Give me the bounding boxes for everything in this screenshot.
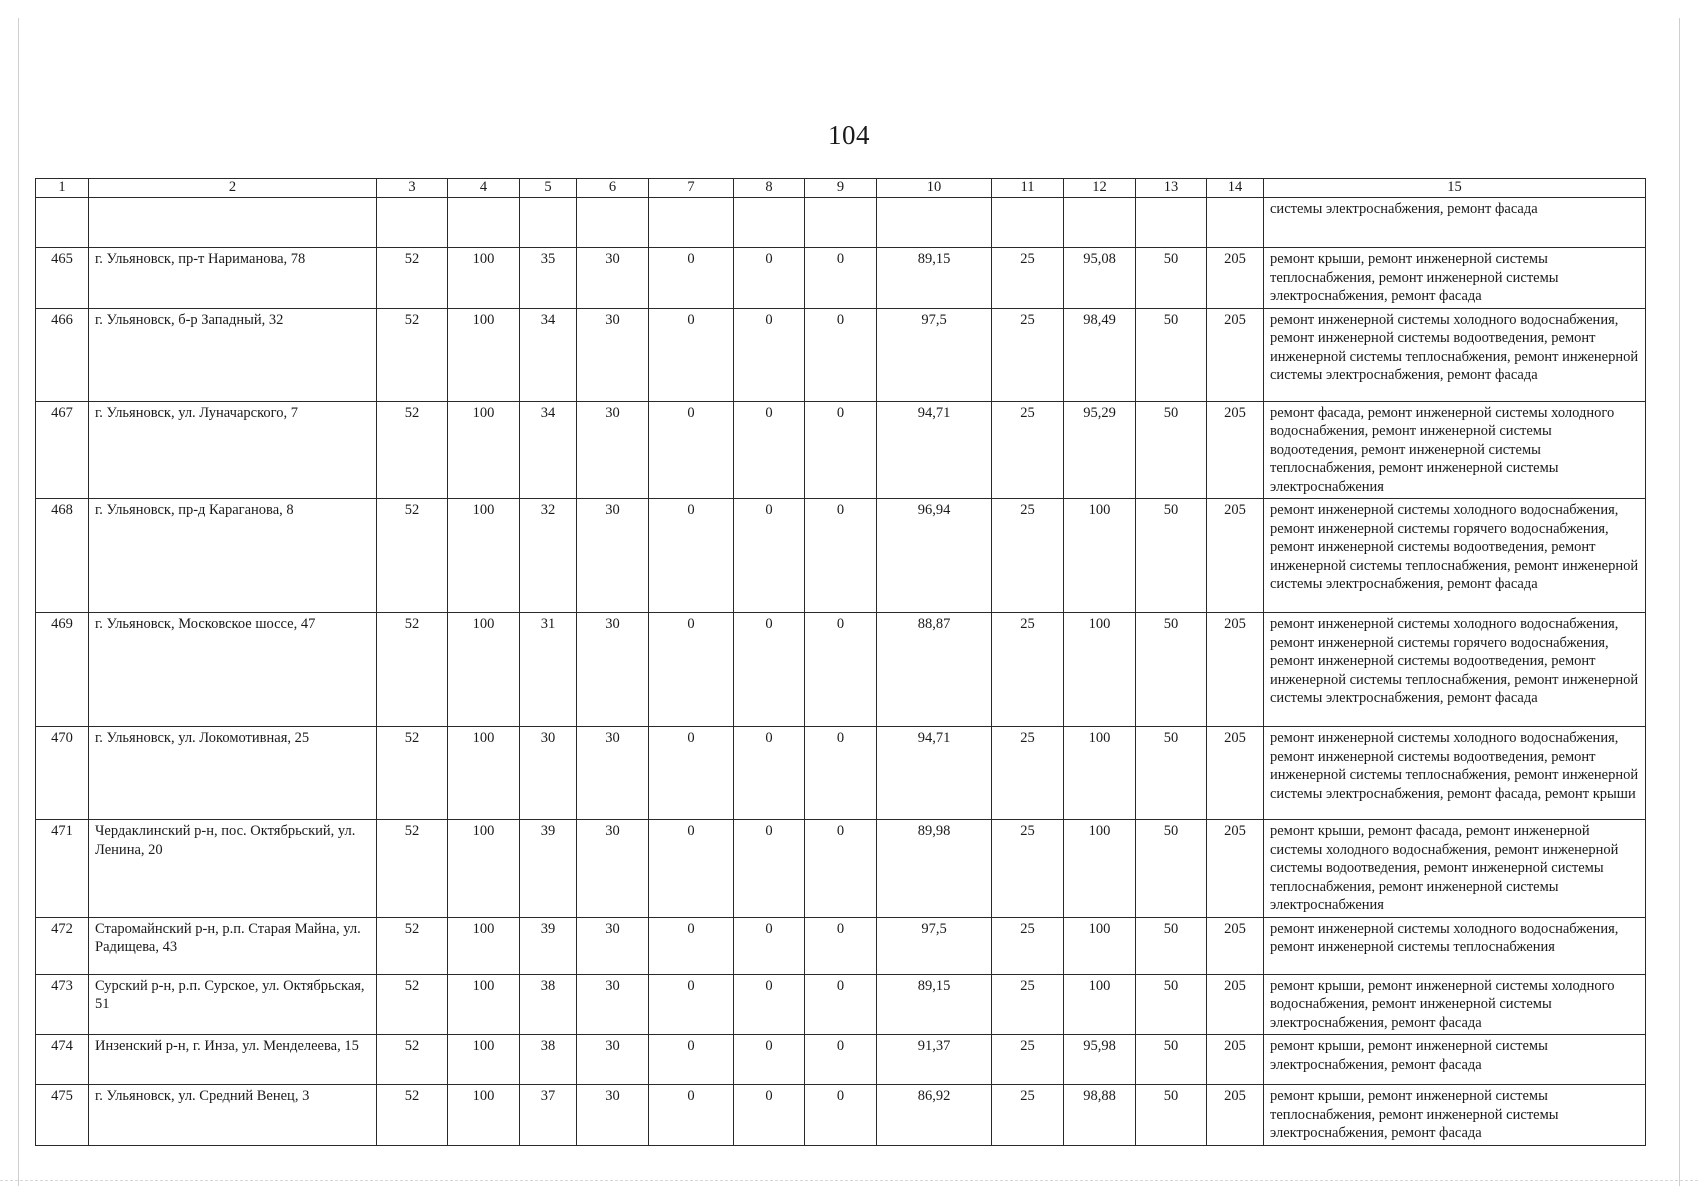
value-cell-9: 0: [805, 613, 877, 727]
value-cell-12: 100: [1064, 499, 1136, 613]
value-cell-9: 0: [805, 917, 877, 974]
value-cell-11: 25: [992, 308, 1064, 401]
value-cell-10: 96,94: [877, 499, 992, 613]
value-cell-5: 34: [520, 401, 577, 499]
value-cell-14: 205: [1207, 613, 1264, 727]
value-cell-6: 30: [577, 1085, 649, 1146]
value-cell-6: 30: [577, 917, 649, 974]
table-row: [36, 974, 1646, 1035]
value-cell-7: 0: [649, 308, 734, 401]
value-cell-9: 0: [805, 401, 877, 499]
value-cell-12: 95,08: [1064, 248, 1136, 309]
value-cell-4: 100: [448, 613, 520, 727]
value-cell-9: 0: [805, 308, 877, 401]
continuation-works: системы электроснабжения, ремонт фасада: [1264, 198, 1646, 248]
value-cell-13: 50: [1136, 974, 1207, 1035]
value-cell-4: 100: [448, 401, 520, 499]
col-header-1: 1: [36, 179, 89, 198]
address-cell: Чердаклинский р-н, пос. Октябрьский, ул. Ленина, 20: [89, 820, 377, 918]
value-cell-10: 97,5: [877, 917, 992, 974]
table-row: [36, 613, 1646, 727]
value-cell-4: 100: [448, 1085, 520, 1146]
scan-edge: [0, 1180, 1698, 1182]
value-cell-10: 97,5: [877, 308, 992, 401]
value-cell-13: 50: [1136, 308, 1207, 401]
value-cell-7: 0: [649, 1085, 734, 1146]
value-cell-9: 0: [805, 820, 877, 918]
works-cell: ремонт крыши, ремонт инженерной системы электроснабжения, ремонт фасада: [1264, 1035, 1646, 1085]
value-cell-13: 50: [1136, 401, 1207, 499]
value-cell-13: 50: [1136, 1085, 1207, 1146]
value-cell-14: 205: [1207, 401, 1264, 499]
value-cell-7: 0: [649, 820, 734, 918]
value-cell-10: 89,15: [877, 248, 992, 309]
works-cell: ремонт крыши, ремонт инженерной системы теплоснабжения, ремонт инженерной системы электроснабжения, ремонт фасада: [1264, 248, 1646, 309]
row-number: 468: [36, 499, 89, 613]
value-cell-8: 0: [734, 308, 805, 401]
row-number: 472: [36, 917, 89, 974]
value-cell-11: 25: [992, 248, 1064, 309]
value-cell-3: 52: [377, 308, 448, 401]
value-cell-6: 30: [577, 248, 649, 309]
value-cell-14: 205: [1207, 1035, 1264, 1085]
address-cell: г. Ульяновск, пр-д Караганова, 8: [89, 499, 377, 613]
col-header-12: 12: [1064, 179, 1136, 198]
value-cell-6: 30: [577, 820, 649, 918]
value-cell-13: 50: [1136, 1035, 1207, 1085]
col-header-10: 10: [877, 179, 992, 198]
value-cell-9: 0: [805, 727, 877, 820]
row-number: 473: [36, 974, 89, 1035]
table-row: [36, 1035, 1646, 1085]
value-cell-11: 25: [992, 917, 1064, 974]
value-cell-4: 100: [448, 727, 520, 820]
value-cell-5: 39: [520, 917, 577, 974]
value-cell-7: 0: [649, 613, 734, 727]
row-number: 471: [36, 820, 89, 918]
col-header-3: 3: [377, 179, 448, 198]
page-number: 104: [828, 120, 870, 150]
value-cell-12: 100: [1064, 820, 1136, 918]
col-header-8: 8: [734, 179, 805, 198]
value-cell-8: 0: [734, 613, 805, 727]
value-cell-5: 35: [520, 248, 577, 309]
value-cell-9: 0: [805, 974, 877, 1035]
value-cell-7: 0: [649, 974, 734, 1035]
value-cell-3: 52: [377, 1035, 448, 1085]
value-cell-7: 0: [649, 499, 734, 613]
value-cell-7: 0: [649, 727, 734, 820]
table-row: [36, 727, 1646, 820]
value-cell-3: 52: [377, 727, 448, 820]
row-number: 467: [36, 401, 89, 499]
value-cell-5: 38: [520, 1035, 577, 1085]
col-header-14: 14: [1207, 179, 1264, 198]
works-cell: ремонт инженерной системы холодного водоснабжения, ремонт инженерной системы горячего водоснабжения, ремонт инженерной системы водоотведения, ремонт инженерной системы теплоснабжения, ремонт инженерной системы электроснабжения, ремонт фасада: [1264, 499, 1646, 613]
value-cell-13: 50: [1136, 613, 1207, 727]
value-cell-10: 89,98: [877, 820, 992, 918]
value-cell-13: 50: [1136, 499, 1207, 613]
value-cell-3: 52: [377, 401, 448, 499]
works-cell: ремонт инженерной системы холодного водоснабжения, ремонт инженерной системы горячего водоснабжения, ремонт инженерной системы водоотведения, ремонт инженерной системы теплоснабжения, ремонт инженерной системы электроснабжения, ремонт фасада: [1264, 613, 1646, 727]
col-header-9: 9: [805, 179, 877, 198]
row-number: 475: [36, 1085, 89, 1146]
value-cell-6: 30: [577, 499, 649, 613]
value-cell-7: 0: [649, 917, 734, 974]
value-cell-8: 0: [734, 401, 805, 499]
value-cell-3: 52: [377, 974, 448, 1035]
value-cell-14: 205: [1207, 248, 1264, 309]
value-cell-4: 100: [448, 974, 520, 1035]
value-cell-9: 0: [805, 1035, 877, 1085]
works-cell: ремонт инженерной системы холодного водоснабжения, ремонт инженерной системы теплоснабжения: [1264, 917, 1646, 974]
value-cell-8: 0: [734, 499, 805, 613]
value-cell-8: 0: [734, 974, 805, 1035]
value-cell-13: 50: [1136, 248, 1207, 309]
col-header-6: 6: [577, 179, 649, 198]
value-cell-10: 89,15: [877, 974, 992, 1035]
table-row: [36, 1085, 1646, 1146]
value-cell-12: 98,88: [1064, 1085, 1136, 1146]
value-cell-8: 0: [734, 1035, 805, 1085]
value-cell-14: 205: [1207, 820, 1264, 918]
value-cell-3: 52: [377, 499, 448, 613]
table-row: [36, 820, 1646, 918]
value-cell-5: 39: [520, 820, 577, 918]
value-cell-5: 38: [520, 974, 577, 1035]
value-cell-5: 30: [520, 727, 577, 820]
value-cell-13: 50: [1136, 727, 1207, 820]
address-cell: Инзенский р-н, г. Инза, ул. Менделеева, 15: [89, 1035, 377, 1085]
value-cell-14: 205: [1207, 1085, 1264, 1146]
works-cell: ремонт крыши, ремонт фасада, ремонт инженерной системы холодного водоснабжения, ремонт инженерной системы водоотведения, ремонт инженерной системы теплоснабжения, ремонт инженерной системы электроснабжения: [1264, 820, 1646, 918]
value-cell-10: 94,71: [877, 727, 992, 820]
row-number: 469: [36, 613, 89, 727]
value-cell-6: 30: [577, 727, 649, 820]
value-cell-6: 30: [577, 1035, 649, 1085]
value-cell-11: 25: [992, 613, 1064, 727]
value-cell-11: 25: [992, 974, 1064, 1035]
value-cell-12: 95,29: [1064, 401, 1136, 499]
value-cell-12: 100: [1064, 727, 1136, 820]
col-header-4: 4: [448, 179, 520, 198]
value-cell-14: 205: [1207, 917, 1264, 974]
value-cell-12: 100: [1064, 613, 1136, 727]
value-cell-8: 0: [734, 1085, 805, 1146]
value-cell-9: 0: [805, 499, 877, 613]
value-cell-6: 30: [577, 308, 649, 401]
value-cell-11: 25: [992, 499, 1064, 613]
works-cell: ремонт инженерной системы холодного водоснабжения, ремонт инженерной системы водоотведения, ремонт инженерной системы теплоснабжения, ремонт инженерной системы электроснабжения, ремонт фасада: [1264, 308, 1646, 401]
table-row: [36, 401, 1646, 499]
col-header-15: 15: [1264, 179, 1646, 198]
value-cell-10: 86,92: [877, 1085, 992, 1146]
value-cell-3: 52: [377, 613, 448, 727]
value-cell-10: 91,37: [877, 1035, 992, 1085]
value-cell-4: 100: [448, 917, 520, 974]
value-cell-6: 30: [577, 613, 649, 727]
value-cell-14: 205: [1207, 308, 1264, 401]
address-cell: г. Ульяновск, ул. Локомотивная, 25: [89, 727, 377, 820]
value-cell-7: 0: [649, 1035, 734, 1085]
address-cell: Сурский р-н, р.п. Сурское, ул. Октябрьская, 51: [89, 974, 377, 1035]
table-row: [36, 917, 1646, 974]
address-cell: Старомайнский р-н, р.п. Старая Майна, ул. Радищева, 43: [89, 917, 377, 974]
value-cell-3: 52: [377, 1085, 448, 1146]
value-cell-3: 52: [377, 917, 448, 974]
value-cell-4: 100: [448, 1035, 520, 1085]
value-cell-11: 25: [992, 1085, 1064, 1146]
col-header-13: 13: [1136, 179, 1207, 198]
value-cell-12: 98,49: [1064, 308, 1136, 401]
value-cell-11: 25: [992, 820, 1064, 918]
row-number: 466: [36, 308, 89, 401]
value-cell-9: 0: [805, 248, 877, 309]
value-cell-4: 100: [448, 499, 520, 613]
works-cell: ремонт инженерной системы холодного водоснабжения, ремонт инженерной системы водоотведения, ремонт инженерной системы теплоснабжения, ремонт инженерной системы электроснабжения, ремонт фасада, ремонт крыши: [1264, 727, 1646, 820]
data-table: [35, 178, 1646, 1146]
value-cell-14: 205: [1207, 727, 1264, 820]
value-cell-4: 100: [448, 308, 520, 401]
address-cell: г. Ульяновск, ул. Луначарского, 7: [89, 401, 377, 499]
value-cell-8: 0: [734, 248, 805, 309]
value-cell-3: 52: [377, 820, 448, 918]
value-cell-12: 100: [1064, 974, 1136, 1035]
value-cell-6: 30: [577, 974, 649, 1035]
value-cell-9: 0: [805, 1085, 877, 1146]
value-cell-14: 205: [1207, 974, 1264, 1035]
address-cell: г. Ульяновск, ул. Средний Венец, 3: [89, 1085, 377, 1146]
value-cell-5: 37: [520, 1085, 577, 1146]
value-cell-11: 25: [992, 1035, 1064, 1085]
address-cell: г. Ульяновск, Московское шоссе, 47: [89, 613, 377, 727]
row-number: 474: [36, 1035, 89, 1085]
value-cell-14: 205: [1207, 499, 1264, 613]
row-number: 470: [36, 727, 89, 820]
works-cell: ремонт крыши, ремонт инженерной системы теплоснабжения, ремонт инженерной системы электроснабжения, ремонт фасада: [1264, 1085, 1646, 1146]
value-cell-7: 0: [649, 401, 734, 499]
value-cell-4: 100: [448, 820, 520, 918]
address-cell: г. Ульяновск, б-р Западный, 32: [89, 308, 377, 401]
value-cell-5: 31: [520, 613, 577, 727]
value-cell-3: 52: [377, 248, 448, 309]
value-cell-11: 25: [992, 727, 1064, 820]
value-cell-4: 100: [448, 248, 520, 309]
value-cell-13: 50: [1136, 917, 1207, 974]
value-cell-10: 94,71: [877, 401, 992, 499]
value-cell-13: 50: [1136, 820, 1207, 918]
header-row: [36, 179, 1646, 198]
table-row: [36, 248, 1646, 309]
continuation-row: [36, 198, 1646, 248]
value-cell-12: 100: [1064, 917, 1136, 974]
value-cell-8: 0: [734, 917, 805, 974]
works-cell: ремонт фасада, ремонт инженерной системы холодного водоснабжения, ремонт инженерной системы водоотедения, ремонт инженерной системы теплоснабжения, ремонт инженерной системы электроснабжения: [1264, 401, 1646, 499]
col-header-2: 2: [89, 179, 377, 198]
value-cell-5: 32: [520, 499, 577, 613]
value-cell-12: 95,98: [1064, 1035, 1136, 1085]
value-cell-10: 88,87: [877, 613, 992, 727]
row-number: 465: [36, 248, 89, 309]
table-row: [36, 308, 1646, 401]
value-cell-11: 25: [992, 401, 1064, 499]
works-cell: ремонт крыши, ремонт инженерной системы холодного водоснабжения, ремонт инженерной системы электроснабжения, ремонт фасада: [1264, 974, 1646, 1035]
value-cell-6: 30: [577, 401, 649, 499]
value-cell-7: 0: [649, 248, 734, 309]
value-cell-8: 0: [734, 820, 805, 918]
col-header-11: 11: [992, 179, 1064, 198]
value-cell-8: 0: [734, 727, 805, 820]
address-cell: г. Ульяновск, пр-т Нариманова, 78: [89, 248, 377, 309]
col-header-5: 5: [520, 179, 577, 198]
value-cell-5: 34: [520, 308, 577, 401]
table-row: [36, 499, 1646, 613]
col-header-7: 7: [649, 179, 734, 198]
